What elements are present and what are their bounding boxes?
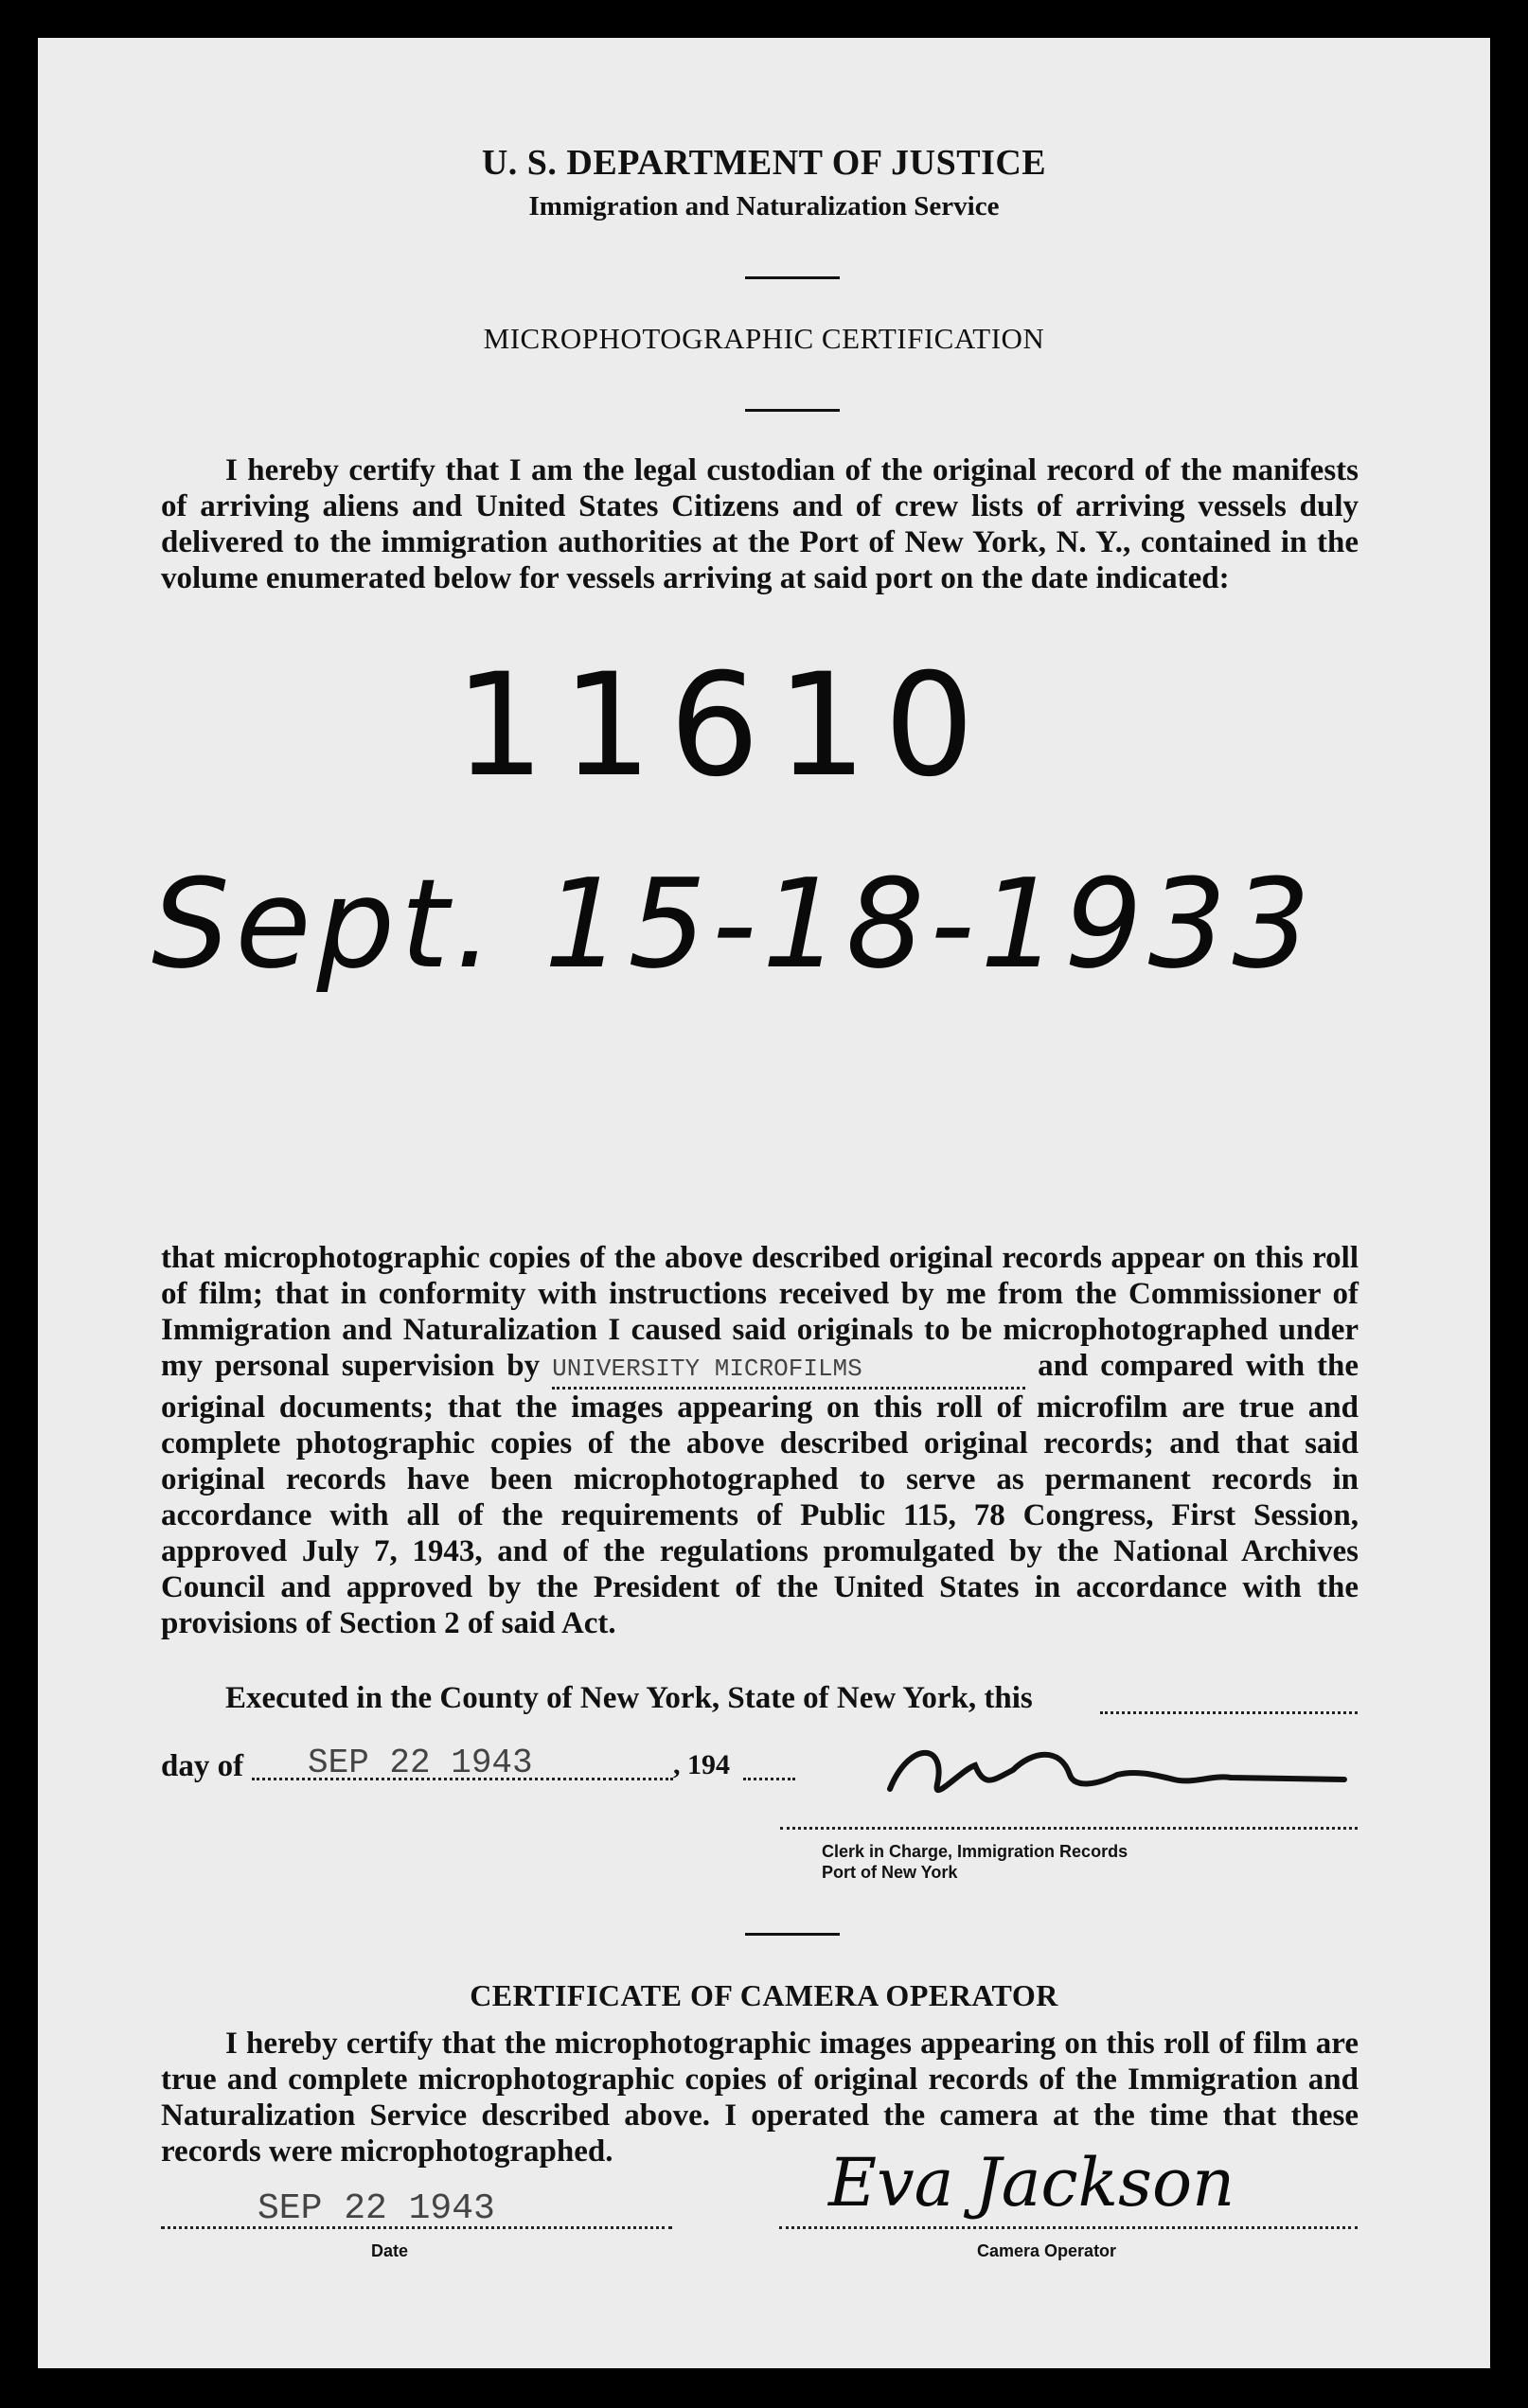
handwritten-volume-dates: Sept. 15-18-1933 — [151, 852, 1317, 996]
certification-body — [161, 1240, 1359, 1641]
certification-intro: I hereby certify that I am the legal custodian of the original record of the manifests of arriving aliens and United States Citizens and of crew lists of arriving vessels duly delivered to the immigration authorities at the Port of New York, N. Y., contained in the volume enumerated below for vessels arriving at said port on the date indicated: — [161, 453, 1359, 595]
clerk-port: Port of New York — [822, 1863, 958, 1882]
divider — [745, 1933, 840, 1936]
operator-signature: Eva Jackson — [828, 2144, 1235, 2222]
date-stamp: SEP 22 1943 — [258, 2188, 495, 2229]
operator-label: Camera Operator — [977, 2241, 1117, 2260]
clerk-title: Clerk in Charge, Immigration Records — [822, 1842, 1128, 1861]
body-part1: that microphotographic copies of the above described original records appear on this roll of film; that in conformity with instructions received by me from the Commissioner of Immigration and Naturalization I caused said originals to be microphotographed under my personal supervision by — [161, 1241, 1359, 1383]
agency-title: U. S. DEPARTMENT OF JUSTICE — [481, 143, 1047, 183]
clerk-signature-line — [780, 1827, 1358, 1830]
year-prefix: , 194 — [673, 1749, 730, 1780]
clerk-signature — [871, 1732, 1363, 1817]
executed-blank — [1100, 1711, 1358, 1714]
day-of-label: day of — [161, 1749, 244, 1783]
microfilmer-stamp: UNIVERSITY MICROFILMS — [552, 1351, 1025, 1390]
operator-title: CERTIFICATE OF CAMERA OPERATOR — [470, 1978, 1058, 2012]
operator-text: I hereby certify that the microphotographic images appearing on this roll of film are true and complete microphotographic copies of original records of the Immigration and Naturalization Service described above. I operated the camera at the time that these records were microphotographed. — [161, 2027, 1359, 2169]
handwritten-volume-number: 11610 — [454, 644, 992, 808]
operator-signature-line — [779, 2226, 1358, 2229]
divider — [745, 409, 840, 412]
form-title: MICROPHOTOGRAPHIC CERTIFICATION — [483, 322, 1045, 355]
year-blank — [743, 1778, 795, 1780]
executed-line: Executed in the County of New York, State of New York, this — [225, 1681, 1033, 1715]
day-of-date-stamp: SEP 22 1943 — [308, 1744, 533, 1782]
body-part2: and compared with the original documents; that the images appearing on this roll of microfilm are true and complete photographic copies of the above described original records; and that said original records have been microphotographed to serve as permanent records in accordance with all of the requirements of Public 115, 78 Congress, First Session, approved July 7, 1943, and of the regulations promulgated by the National Archives Council and approved by the President of the United States in accordance with the provisions of Section 2 of said Act. — [161, 1349, 1359, 1640]
service-subtitle: Immigration and Naturalization Service — [528, 191, 1000, 221]
date-label: Date — [371, 2241, 409, 2260]
certificate-page — [38, 38, 1490, 2368]
divider — [745, 276, 840, 279]
